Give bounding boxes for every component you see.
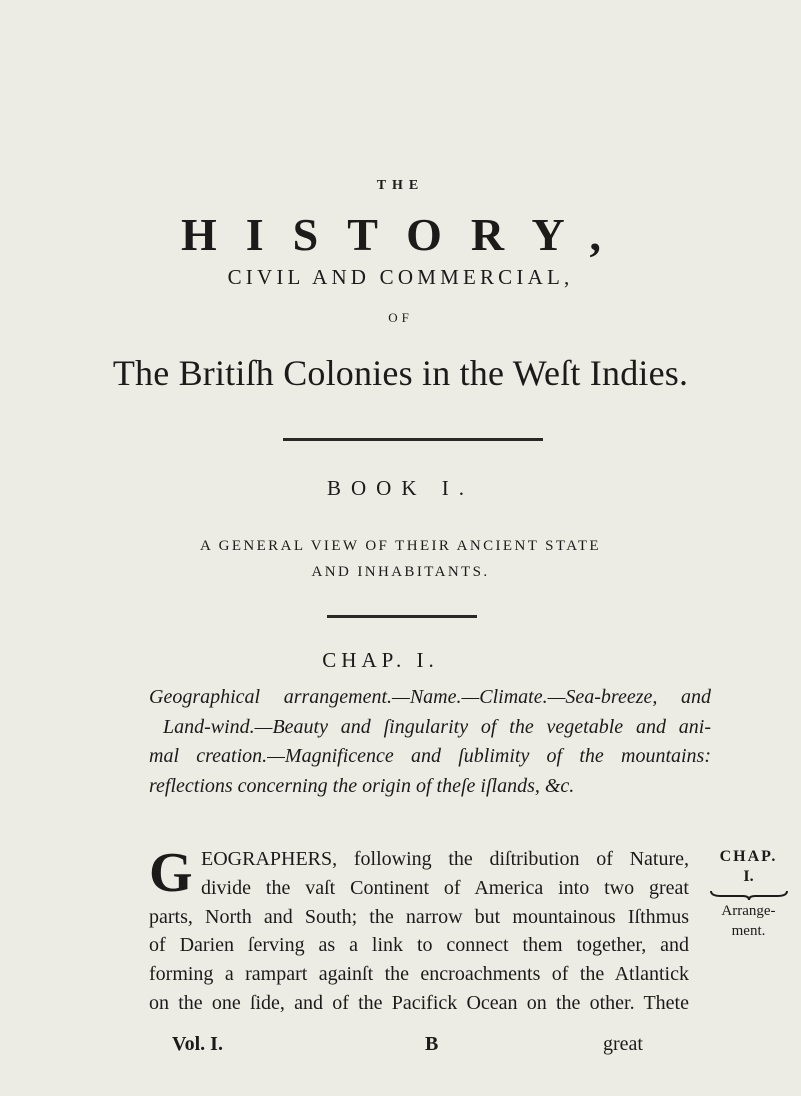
- chapter-heading: CHAP. I.: [322, 648, 439, 672]
- title-colonies: The Britiſh Colonies in the Weſt Indies.: [112, 353, 689, 393]
- book-subtitle-line1: A GENERAL VIEW OF THEIR ANCIENT STATE: [200, 538, 601, 554]
- summary-line: reflections concerning the origin of theſe iſlands, &c.: [149, 774, 575, 797]
- book-subtitle-line2: AND INHABITANTS.: [311, 564, 490, 580]
- ornamental-rule-top: [283, 438, 543, 441]
- chapter-summary: [149, 683, 711, 801]
- margin-chap-label: CHAP.: [719, 848, 778, 865]
- title-civil-commercial: CIVIL AND COMMERCIAL,: [227, 265, 574, 289]
- title-history: HISTORY,: [181, 209, 630, 260]
- ornamental-rule-middle: [327, 615, 477, 618]
- brace-icon: [709, 889, 789, 901]
- body-line: EOGRAPHERS, following the diſtribution of Nature,: [201, 848, 689, 870]
- body-line: of Darien ſerving as a link to connect them together, and: [149, 934, 689, 957]
- body-line: parts, North and South; the narrow but mountainous Iſthmus: [149, 905, 689, 928]
- margin-chap-number: I.: [743, 868, 754, 885]
- drop-capital: G: [149, 842, 193, 904]
- footer-volume: Vol. I.: [172, 1033, 223, 1055]
- margin-note-line1: Arrange-: [721, 903, 776, 919]
- body-line: forming a rampart againſt the encroachments of the Atlantick: [149, 963, 689, 986]
- summary-line: mal creation.—Magnificence and ſublimity of the mountains:: [149, 745, 711, 767]
- margin-note-line2: ment.: [731, 923, 766, 939]
- footer-catchword: great: [603, 1033, 643, 1055]
- body-line: divide the vaſt Continent of America into two great: [201, 876, 689, 899]
- summary-line: Land-wind.—Beauty and ſingularity of the vegetable and ani-: [163, 715, 711, 738]
- margin-note: [696, 847, 801, 941]
- book-heading: BOOK I.: [327, 476, 474, 500]
- body-text: [149, 842, 689, 1018]
- body-line: on the one ſide, and of the Pacifick Ocean on the other. Thete: [149, 991, 689, 1014]
- summary-line: Geographical arrangement.—Name.—Climate.—Sea-breeze, and: [149, 686, 711, 708]
- title-the: THE: [376, 178, 425, 193]
- title-of: OF: [388, 310, 413, 325]
- footer-signature: B: [425, 1033, 439, 1055]
